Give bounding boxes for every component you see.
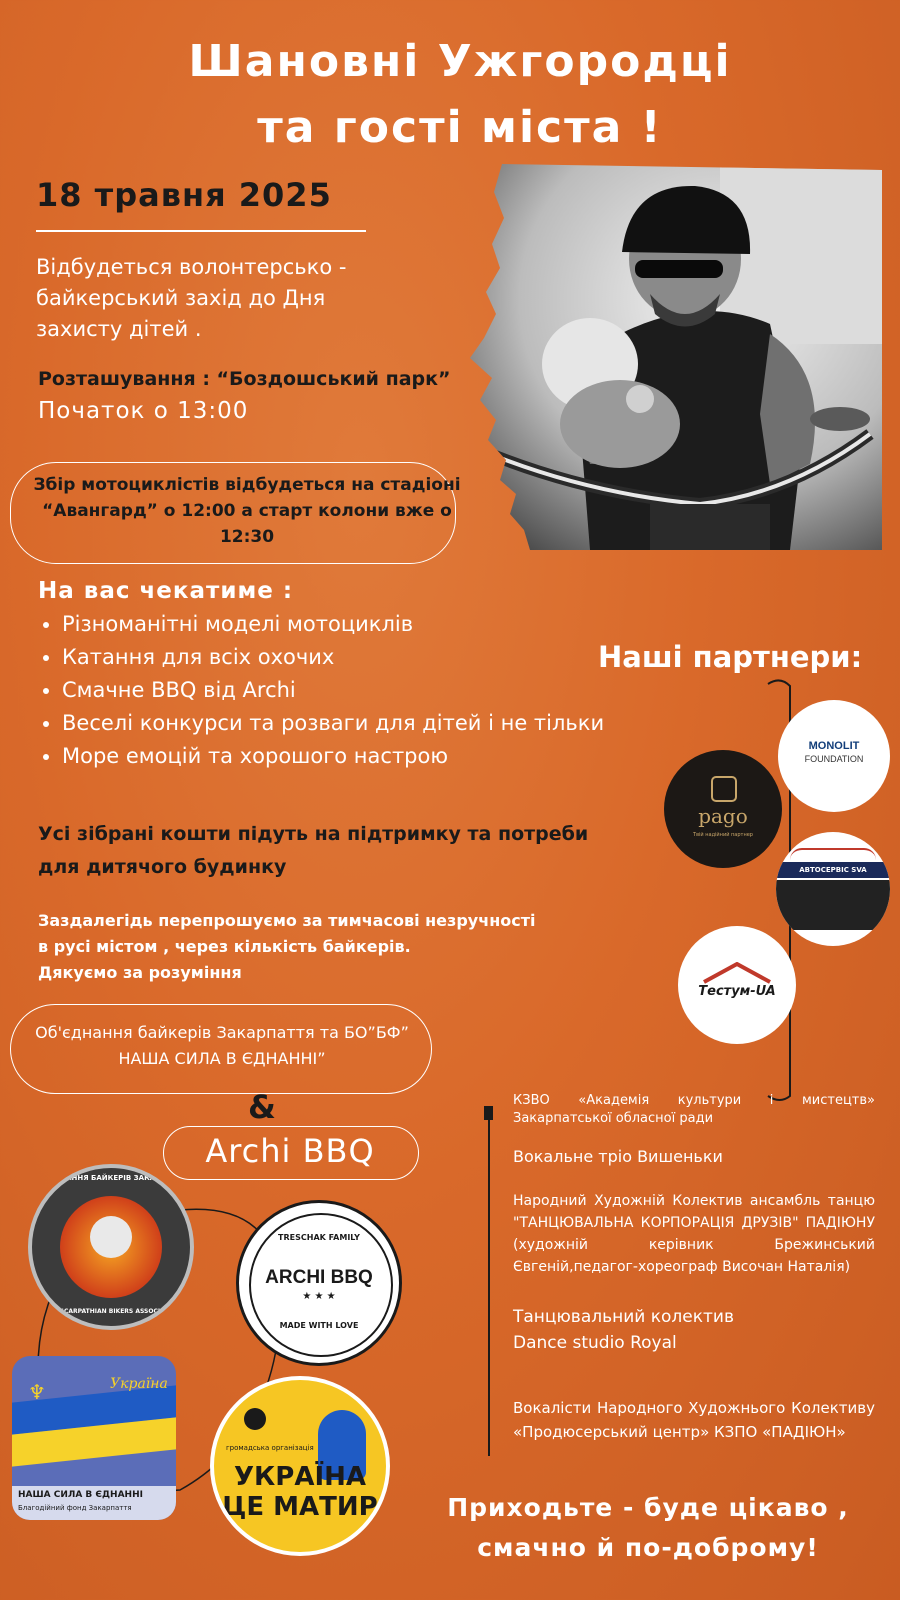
autoservice-details: [776, 880, 890, 930]
ampersand: &: [248, 1088, 276, 1126]
list-item: • Катання для всіх охочих: [62, 641, 632, 674]
page-title-line1: Шановні Ужгородці: [188, 36, 732, 87]
ukraine-caption-2: Благодійний фонд Закарпаття: [18, 1504, 132, 1512]
performer-item: Танцювальний колектив Dance studio Royal: [513, 1307, 734, 1353]
funds-statement: Усі зібрані кошти підуть на підтримку та потреби для дитячого будинку: [38, 823, 589, 878]
autoservice-name: АВТОСЕРВІС SVA: [776, 862, 890, 878]
testum-logo: [678, 926, 796, 1044]
pago-sub: Твій надійний партнер: [693, 832, 753, 838]
biker-with-baby-photo: [470, 164, 882, 550]
mother-line-2: ЦЕ МАТИР: [222, 1492, 378, 1522]
apology-line: Заздалегідь перепрошуємо за тимчасові незручності: [38, 911, 536, 930]
page-title-line2: та гості міста !: [257, 102, 663, 153]
event-date: 18 травня 2025: [36, 176, 332, 214]
list-item: • Море емоцій та хорошого настрою: [62, 740, 632, 773]
partners-heading: Наші партнери:: [598, 640, 863, 674]
event-location: Розташування : “Боздошський парк”: [38, 368, 451, 390]
awaits-list: [40, 608, 632, 773]
date-divider: [36, 230, 366, 232]
archi-bbq-label: Archi BBQ: [205, 1132, 375, 1170]
list-item: • Смачне BBQ від Archi: [62, 674, 632, 707]
pago-name: pago: [698, 804, 748, 828]
event-start-time: Початок о 13:00: [38, 398, 249, 424]
mother-line-1: УКРАЇНА: [233, 1462, 367, 1492]
event-intro: Відбудеться волонтерсько - байкерський захід до Дня захисту дітей .: [36, 255, 347, 341]
mother-org-text: громадська організація: [226, 1444, 314, 1452]
archi-bbq-logo: [236, 1200, 402, 1366]
monolit-sub: FOUNDATION: [804, 754, 864, 764]
stars-icon: ★ ★ ★: [302, 1291, 336, 1302]
monolit-name: MONOLIT: [808, 740, 860, 752]
car-icon: [790, 848, 876, 860]
monolit-logo: [778, 700, 890, 812]
nasha-syla-logo: [12, 1356, 176, 1520]
performer-item: КЗВО «Академія культури і мистецтв» Закарпатської обласної ради: [513, 1093, 875, 1126]
pago-emblem-icon: [711, 776, 737, 802]
performer-item: Вокалісти Народного Художнього Колективу «Продюсерський центр» КЗПО «ПАДІЮН»: [513, 1399, 875, 1441]
awaits-heading: На вас чекатиме :: [38, 578, 294, 604]
pago-logo: [664, 750, 782, 868]
closing-message: [408, 1488, 888, 1568]
gathering-info: Збір мотоциклістів відбудеться на стадіоні “Авангард” о 12:00 а старт колони вже о 12:30: [33, 475, 461, 547]
closing-line: Приходьте - буде цікаво ,: [447, 1493, 849, 1522]
emblem-icon: [244, 1408, 266, 1430]
archi-logo-main-text: ARCHI BBQ: [265, 1267, 373, 1288]
performers-list: [513, 1092, 875, 1444]
closing-line: смачно й по-доброму!: [477, 1533, 819, 1562]
roof-icon: [702, 962, 772, 984]
apology-note: [38, 908, 618, 986]
performer-item: Вокальне тріо Вишеньки: [513, 1147, 723, 1166]
ukraine-caption-1: НАША СИЛА В ЄДНАННІ: [18, 1490, 143, 1500]
ukraine-mother-logo: [210, 1376, 390, 1556]
testum-name: Тестум-UA: [698, 984, 776, 999]
list-item: • Різноманітні моделі мотоциклів: [62, 608, 632, 641]
autoservice-logo: [776, 832, 890, 946]
archi-logo-bottom-text: MADE WITH LOVE: [279, 1321, 359, 1330]
bikers-logo-bottom-text: TRANSCARPATHIAN BIKERS ASSOCIATION: [41, 1308, 181, 1315]
list-item: • Веселі конкурси та розваги для дітей і не тільки: [62, 707, 632, 740]
ukraine-script-text: Україна: [110, 1376, 168, 1392]
organizer-union: Об'єднання байкерів Закарпаття та БО”БФ” НАША СИЛА В ЄДНАННІ”: [35, 1023, 409, 1068]
bikers-association-logo: [28, 1164, 194, 1330]
trident-icon: ♆: [28, 1380, 46, 1404]
skull-icon: [90, 1216, 132, 1258]
performer-item: Народний Художній Колектив ансамбль танцю "ТАНЦЮВАЛЬНА КОРПОРАЦІЯ ДРУЗІВ" ПАДІЮНУ (художній керівник Брежинський Євгеній,педагог-хореограф Височан Наталія): [513, 1193, 875, 1275]
apology-line: в русі містом , через кількість байкерів.: [38, 937, 411, 956]
apology-line: Дякуємо за розуміння: [38, 963, 242, 982]
archi-logo-top-text: TRESCHAK FAMILY: [278, 1233, 360, 1242]
list-rule: [488, 1106, 490, 1456]
bikers-logo-top-text: ОБ'ЄДНАННЯ БАЙКЕРІВ ЗАКАРПАТТЯ: [35, 1174, 187, 1182]
